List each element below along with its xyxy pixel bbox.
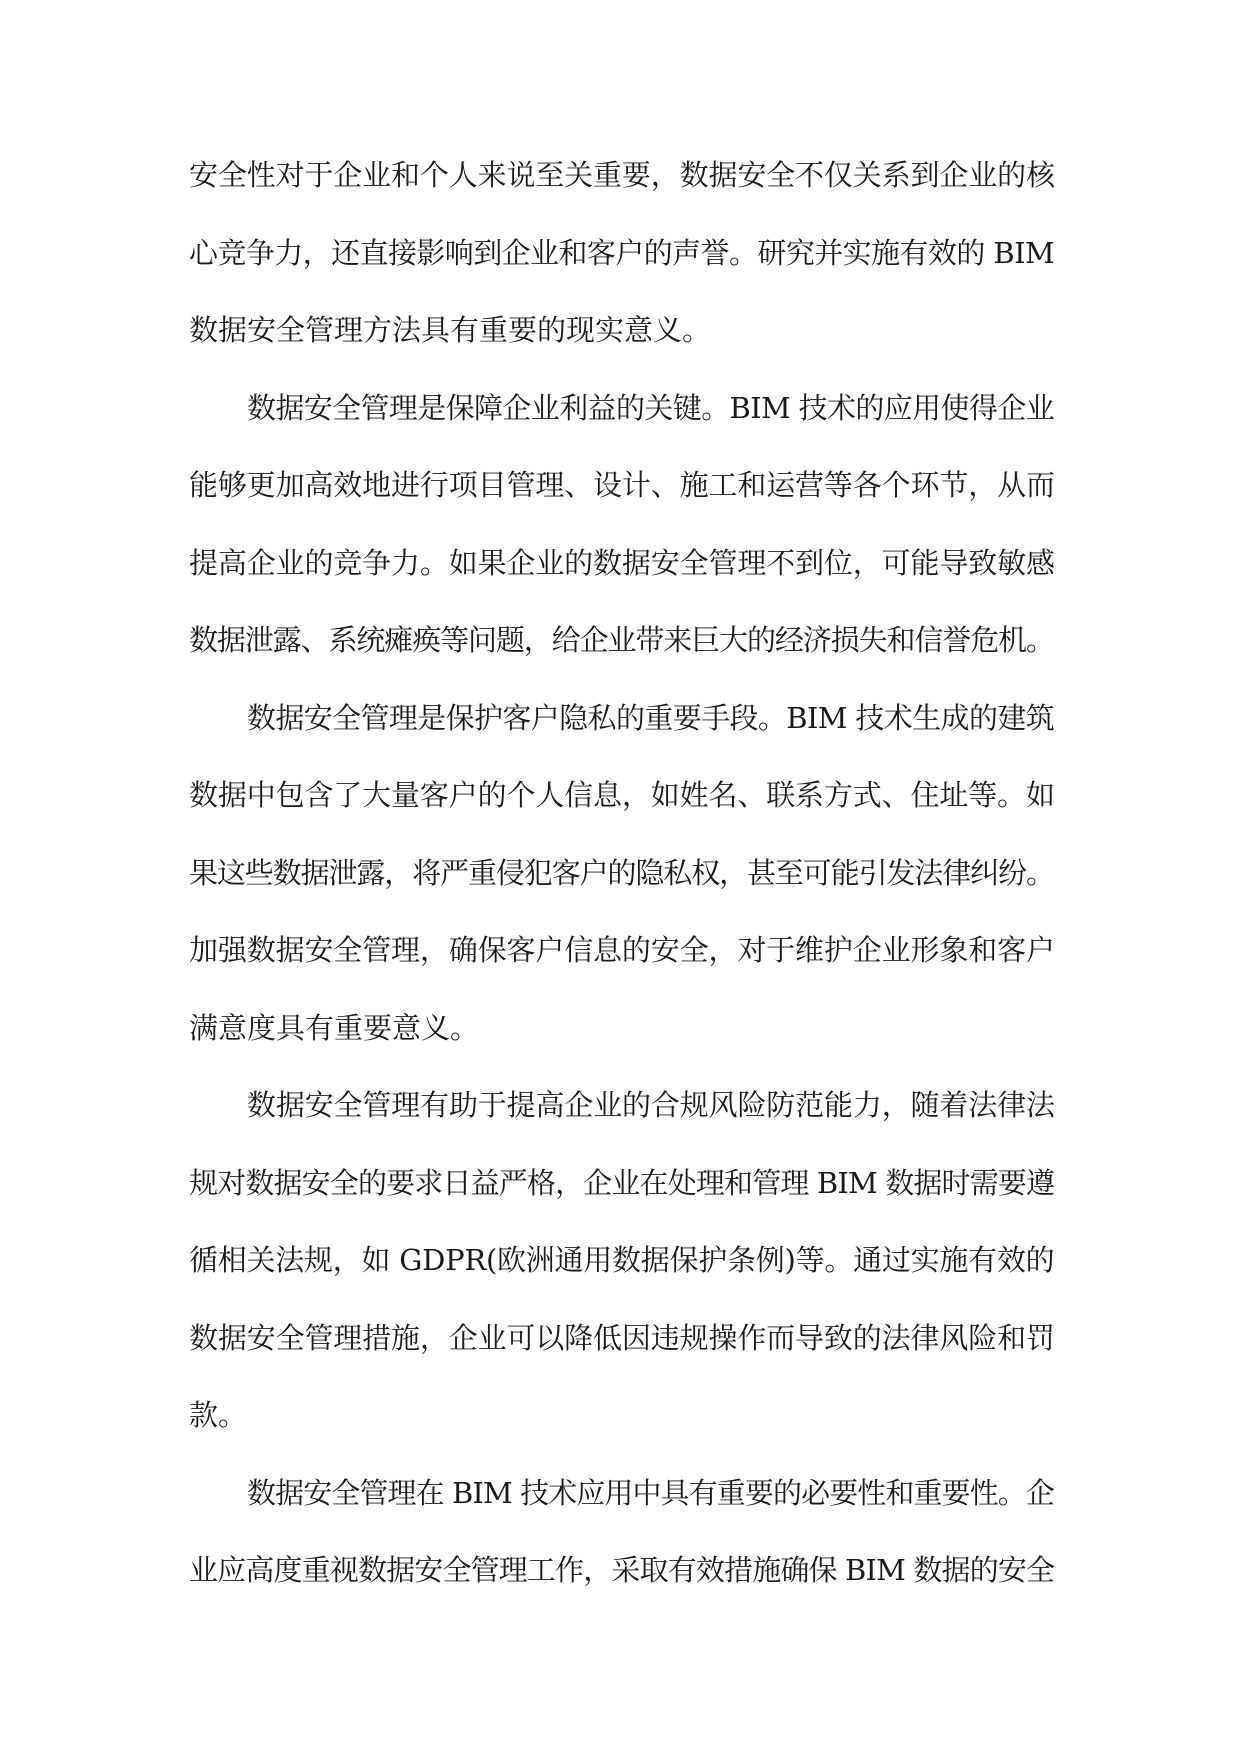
paragraph-line: 满意度具有重要意义。 <box>189 1010 480 1045</box>
paragraph-line: 果这些数据泄露，将严重侵犯客户的隐私权，甚至可能引发法律纠纷。 <box>189 855 1054 890</box>
paragraph-line: 数据安全管理是保障企业利益的关键。BIM 技术的应用使得企业 <box>247 390 1055 425</box>
paragraph-line: 心竞争力，还直接影响到企业和客户的声誉。研究并实施有效的 BIM <box>189 235 1055 270</box>
paragraph-line: 数据安全管理是保护客户隐私的重要手段。BIM 技术生成的建筑 <box>247 700 1055 735</box>
paragraph-line: 加强数据安全管理，确保客户信息的安全，对于维护企业形象和客户 <box>189 933 1055 967</box>
paragraph-line: 循相关法规，如 GDPR(欧洲通用数据保护条例)等。通过实施有效的 <box>189 1243 1055 1277</box>
paragraph-line: 提高企业的竞争力。如果企业的数据安全管理不到位，可能导致敏感 <box>189 545 1055 580</box>
paragraph <box>189 375 1055 685</box>
paragraph <box>189 1460 1055 1615</box>
paragraph-line: 安全性对于企业和个人来说至关重要，数据安全不仅关系到企业的核 <box>189 158 1055 192</box>
paragraph <box>189 685 1055 1073</box>
paragraph-line: 数据安全管理方法具有重要的现实意义。 <box>189 313 712 347</box>
paragraph-line: 数据安全管理措施，企业可以降低因违规操作而导致的法律风险和罚 <box>189 1320 1055 1355</box>
paragraph-line: 数据安全管理有助于提高企业的合规风险防范能力，随着法律法 <box>247 1088 1055 1122</box>
paragraph-line: 业应高度重视数据安全管理工作，采取有效措施确保 BIM 数据的安全 <box>189 1553 1055 1587</box>
paragraph-line: 数据中包含了大量客户的个人信息，如姓名、联系方式、住址等。如 <box>189 778 1055 812</box>
paragraph-line: 数据安全管理在 BIM 技术应用中具有重要的必要性和重要性。企 <box>247 1475 1054 1510</box>
paragraph-line: 数据泄露、系统瘫痪等问题，给企业带来巨大的经济损失和信誉危机。 <box>189 623 1054 657</box>
paragraph <box>189 142 1055 375</box>
document-body <box>189 142 1055 1615</box>
paragraph-line: 能够更加高效地进行项目管理、设计、施工和运营等各个环节，从而 <box>189 468 1055 502</box>
paragraph-line: 规对数据安全的要求日益严格，企业在处理和管理 BIM 数据时需要遵 <box>189 1165 1055 1200</box>
paragraph-line: 款。 <box>189 1398 248 1432</box>
paragraph <box>189 1072 1055 1460</box>
